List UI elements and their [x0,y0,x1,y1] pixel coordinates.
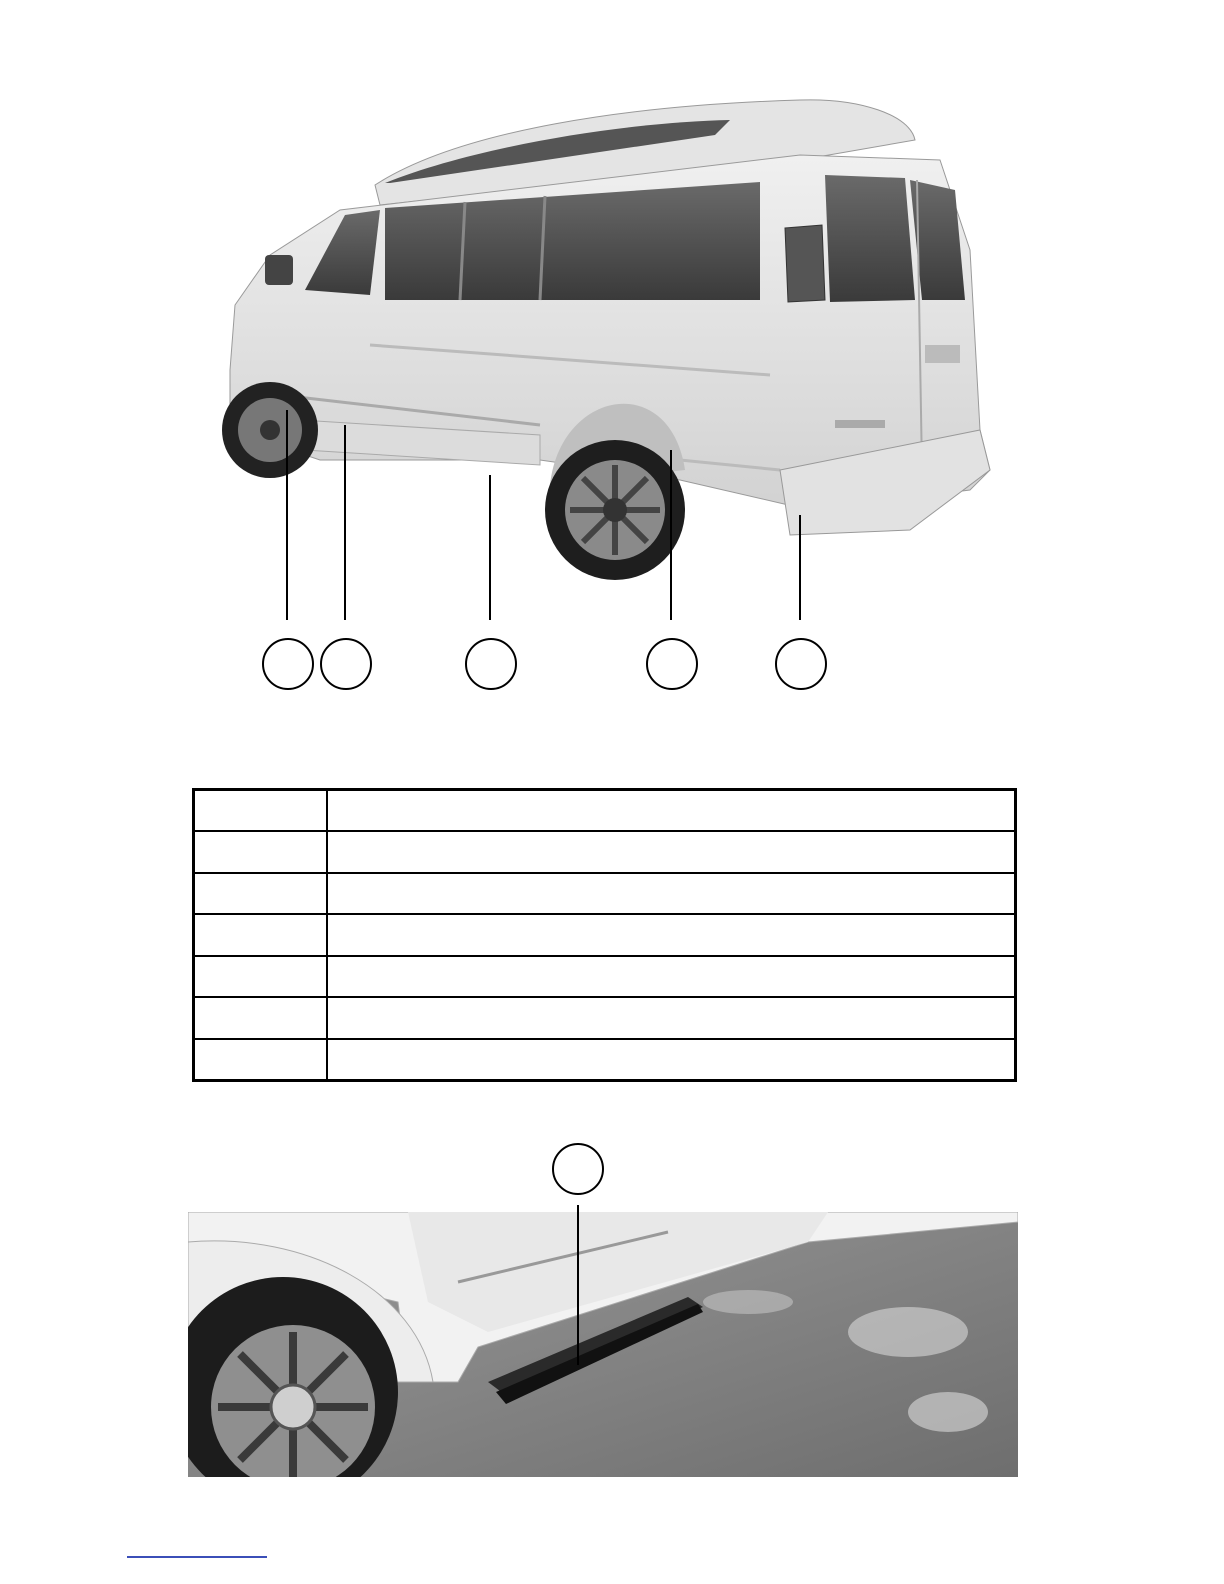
leader-line-running-board [577,1205,579,1365]
callout-circle [262,638,314,690]
table-cell-number [194,956,328,997]
table-row [194,873,1016,914]
leader-line-1 [286,410,288,620]
table-cell-number [194,873,328,914]
footer-link[interactable] [127,1556,267,1558]
leader-line-4 [670,450,672,620]
table-cell-number [194,997,328,1038]
table-cell-number [194,1039,328,1081]
table-cell-number [194,831,328,872]
callout-circle [552,1143,604,1195]
table-cell-description [327,1039,1016,1081]
parts-table [192,788,1017,1082]
table-cell-description [327,914,1016,955]
table-cell-number [194,790,328,832]
running-board-photo [188,1212,1018,1477]
table-cell-description [327,790,1016,832]
table-row [194,831,1016,872]
table-row [194,997,1016,1038]
table-cell-description [327,997,1016,1038]
table-row [194,914,1016,955]
van-side-rear-photo [210,90,1000,600]
leader-line-5 [799,515,801,620]
table-cell-description [327,831,1016,872]
callout-circle [646,638,698,690]
callout-circle [320,638,372,690]
table-row [194,790,1016,832]
table-cell-description [327,873,1016,914]
callout-circle [465,638,517,690]
table-cell-description [327,956,1016,997]
table-row [194,956,1016,997]
callout-circle [775,638,827,690]
table-row [194,1039,1016,1081]
leader-line-2 [344,425,346,620]
table-cell-number [194,914,328,955]
leader-line-3 [489,475,491,620]
